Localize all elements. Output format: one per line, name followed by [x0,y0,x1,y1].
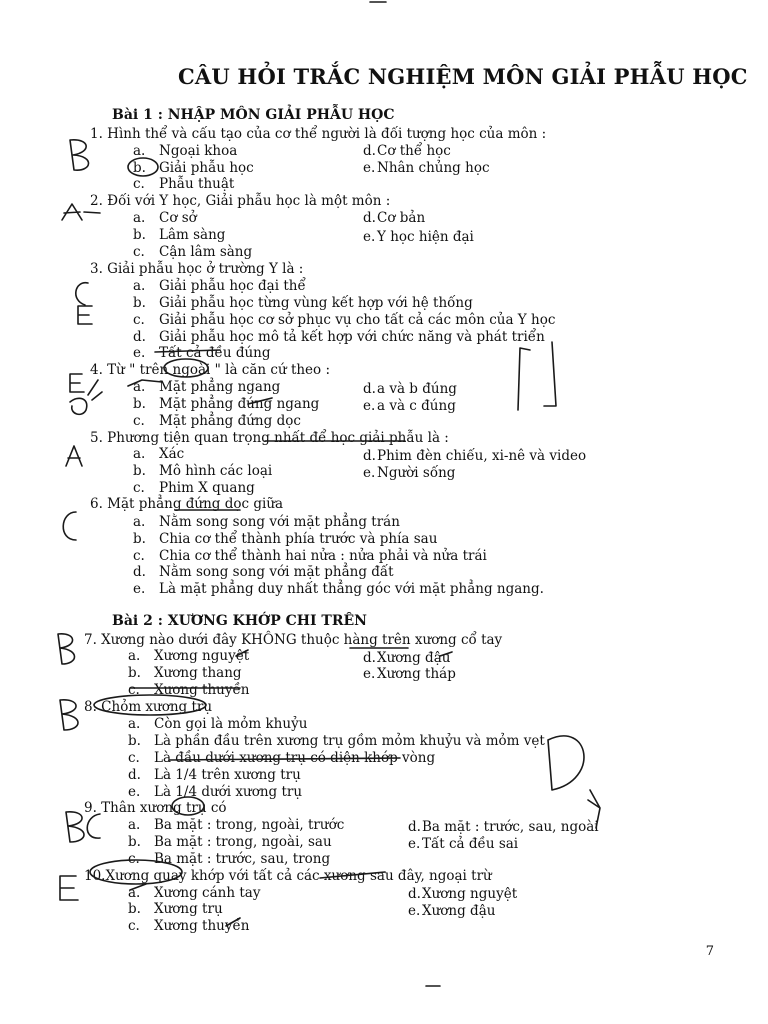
option-10b: b. Xương trụ [128,901,223,917]
option-6b: b. Chia cơ thể thành phía trước và phía sau [133,531,438,547]
question-7: 7. Xương nào dưới đây KHÔNG thuộc hàng trên xương cổ tay [84,632,503,648]
option-1e: e. Nhân chủng học [363,160,490,176]
hand-letter-c-q9 [87,814,100,838]
option-4c: c. Mặt phẳng đứng dọc [133,413,301,429]
option-8e: e. Là 1/4 dưới xương trụ [128,784,303,800]
page-number: 7 [705,944,714,959]
question-8: 8. Chỏm xương trụ [84,699,213,715]
option-5d: d.Phim đèn chiếu, xi-nê và video [363,448,587,464]
option-5e: e. Người sống [363,465,456,481]
question-1: 1. Hình thể và cấu tạo của cơ thể người là đối tượng học của môn : [90,126,547,142]
hand-letter-b-q9 [66,812,84,842]
option-10e: e. Xương đậu [408,903,496,919]
option-6e: e. Là mặt phẳng duy nhất thẳng góc với mặt phẳng ngang. [133,581,544,597]
option-10c: c. Xương thuyền [128,918,250,934]
question-9: 9. Thân xương trụ có [84,800,227,816]
hand-letter-e-q4 [70,374,84,392]
option-5b: b. Mô hình các loại [133,463,273,479]
option-3b: b. Giải phẫu học từng vùng kết hợp với hệ thống [133,295,473,311]
hand-letter-b-q8 [60,700,78,730]
hand-letter-a-q5 [66,446,82,466]
hand-arrow-q4 [88,380,102,400]
question-5: 5. Phương tiện quan trọng nhất để học giải phẫu là : [90,430,449,446]
option-7c: c. Xương thuyền [128,682,250,698]
question-2: 2. Đối với Y học, Giải phẫu học là một môn : [90,193,391,209]
option-4e: e. a và c đúng [363,398,456,414]
option-6a: a. Nằm song song với mặt phẳng trán [133,514,400,530]
option-4d: d.a và b đúng [363,381,457,397]
question-6: 6. Mặt phẳng đứng dọc giữa [90,496,284,512]
option-2c: c. Cận lâm sàng [133,244,253,260]
option-6c: c. Chia cơ thể thành hai nửa : nửa phải và nửa trái [133,548,487,564]
option-10a: a. Xương cánh tay [128,885,261,901]
option-1a: a. Ngoại khoa [133,143,238,159]
question-3: 3. Giải phẫu học ở trường Y là : [90,261,304,277]
option-3e: e. Tất cả đều đúng [133,345,271,361]
option-2b: b. Lâm sàng [133,227,226,243]
section-heading-1: Bài 1 : NHẬP MÔN GIẢI PHẪU HỌC [112,107,395,123]
hand-letter-e-q3 [78,306,92,324]
hand-bracket-right-2 [544,342,556,406]
option-4b: b. Mặt phẳng đứng ngang [133,396,320,412]
option-8a: a. Còn gọi là mỏm khuỷu [128,716,308,732]
option-9c: c. Ba mặt : trước, sau, trong [128,851,331,867]
option-9a: a. Ba mặt : trong, ngoài, trước [128,817,345,833]
option-8c: c. Là đầu dưới xương trụ có diện khớp vòng [128,750,436,766]
page-title: CÂU HỎI TRẮC NGHIỆM MÔN GIẢI PHẪU HỌC [178,64,748,89]
option-1d: d.Cơ thể học [363,143,451,159]
hand-letter-b-q7 [58,634,75,664]
hand-letter-b-q1 [70,140,89,170]
question-4: 4. Từ " trên ngoài " là căn cứ theo : [90,362,331,378]
option-1c: c. Phẫu thuật [133,176,235,192]
option-8b: b. Là phần đầu trên xương trụ gồm mỏm khuỷu và mỏm vẹt [128,733,545,749]
option-8d: d. Là 1/4 trên xương trụ [128,767,301,783]
section-heading-2: Bài 2 : XƯƠNG KHỚP CHI TRÊN [112,613,367,629]
hand-scribble-q4 [70,398,87,414]
option-3a: a. Giải phẫu học đại thể [133,278,306,294]
option-2d: d.Cơ bản [363,210,426,226]
hand-letter-c-q3 [76,283,88,305]
option-3c: c. Giải phẫu học cơ sở phục vụ cho tất cả các môn của Y học [133,312,556,328]
hand-letter-c-q6 [63,512,76,540]
option-9d: d.Ba mặt : trước, sau, ngoài [408,819,599,835]
option-1b: b. Giải phẫu học [133,160,254,176]
option-7b: b. Xương thang [128,665,242,681]
hand-letter-d-right [548,736,584,790]
option-10d: d.Xương nguyệt [408,886,518,902]
option-3d: d. Giải phẫu học mô tả kết hợp với chức năng và phát triển [133,329,545,345]
option-2e: e. Y học hiện đại [363,229,474,245]
option-7e: e. Xương tháp [363,666,456,682]
option-5a: a. Xác [133,446,185,462]
option-2a: a. Cơ sở [133,210,197,226]
option-9e: e. Tất cả đều sai [408,836,519,852]
hand-bracket-right-1 [518,348,530,410]
option-7a: a. Xương nguyệt [128,648,250,664]
option-7d: d.Xương đậu [363,650,451,666]
question-10: 10.Xương quay khớp với tất cả các xương sau đây, ngoại trừ [84,868,492,884]
option-4a: a. Mặt phẳng ngang [133,379,281,395]
option-9b: b. Ba mặt : trong, ngoài, sau [128,834,332,850]
option-5c: c. Phim X quang [133,480,255,496]
option-6d: d. Nằm song song với mặt phẳng đất [133,564,394,580]
hand-letter-e-q10 [60,876,78,900]
